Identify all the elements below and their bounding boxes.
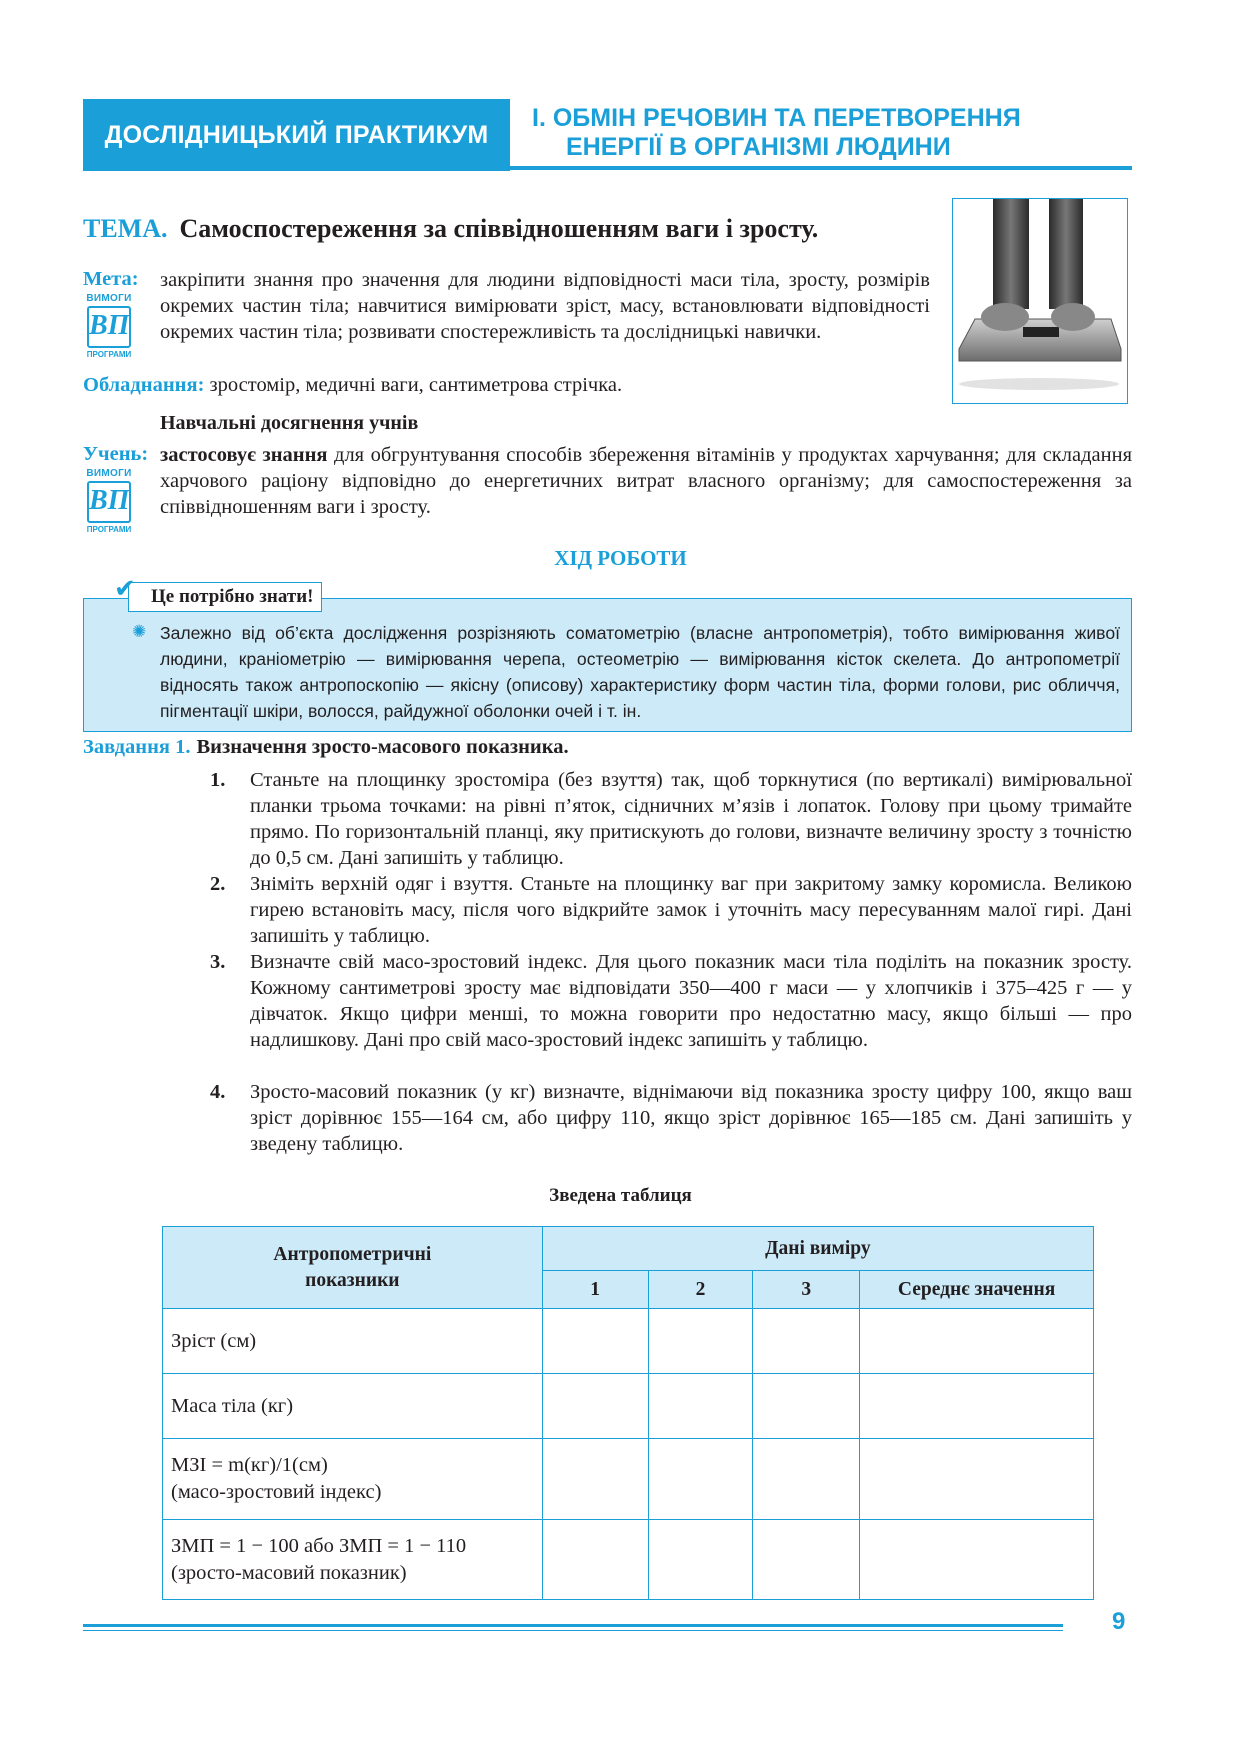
achievements-title: Навчальні досягнення учнів: [160, 412, 419, 434]
topic-label: ТЕМА.: [83, 214, 168, 243]
student-bold: застосовує знання: [160, 444, 328, 466]
section-label: ДОСЛІДНИЦЬКИЙ ПРАКТИКУМ: [83, 99, 510, 171]
feet-on-scale-illustration: [953, 199, 1126, 402]
table-row: [163, 1374, 1094, 1439]
equipment-label: Обладнання:: [83, 374, 205, 396]
scale-photo: [952, 198, 1128, 404]
col-header-2: 2: [648, 1271, 753, 1309]
step-number: 3.: [210, 951, 226, 973]
badge-bottom: ПРОГРАМИ: [86, 525, 132, 534]
badge-bottom: ПРОГРАМИ: [86, 350, 132, 359]
step-number: 1.: [210, 769, 226, 791]
step-text: Зросто-масовий показник (у кг) визначте, віднімаючи від показника зросту цифру 100, якщо ваш зріст дорівнює 155—164 см, або цифру 110, якщо зріст дорівнює 165—185 см. Дані запишіть у зведену таблицю.: [250, 1081, 1132, 1155]
goal-label: Мета:: [83, 268, 139, 290]
step-number: 2.: [210, 873, 226, 895]
flower-bullet-icon: ✺: [132, 622, 147, 642]
footer-rule: [83, 1624, 1063, 1627]
table-cell[interactable]: [542, 1374, 648, 1439]
col-header-indicators: [163, 1227, 543, 1309]
topic: [83, 214, 818, 244]
table-cell[interactable]: [860, 1520, 1094, 1600]
step-text: Станьте на площинку зростоміра (без взуття) так, щоб торкнутися (по вертикалі) вимірювальної планки трьома точками: на рівні п’яток, сідничних м’язів і лопаток. Голову при цьому тримайте прямо. По горизонтальній планці, яку притискують до голови, визначте величину зросту з точністю до 0,5 см. Дані запишіть у таблицю.: [250, 769, 1132, 869]
row-label: [163, 1374, 543, 1439]
program-requirements-badge: [80, 293, 138, 359]
goal-text: закріпити знання про значення для людини відповідності маси тіла, зросту, розмірів окремих частин тіла; навчитися вимірювати зріст, масу, встановлювати відповідності окремих частин тіла; розвивати спостережливість та дослідницькі навички.: [160, 269, 930, 343]
student-text: [160, 442, 1132, 520]
topic-text: Самоспостереження за співвідношенням ваги і зросту.: [179, 214, 819, 243]
table-cell[interactable]: [648, 1439, 753, 1520]
header-rule: [510, 166, 1132, 170]
row-label: [163, 1439, 543, 1520]
step-number: 4.: [210, 1081, 226, 1103]
badge-top: ВИМОГИ: [86, 468, 132, 479]
step-1: [210, 767, 1132, 871]
chapter-title: [532, 104, 1132, 162]
row-label-line1: Зріст (см): [171, 1329, 257, 1352]
row-label-line1: ЗМП = 1 − 100 або ЗМП = 1 − 110: [171, 1534, 467, 1557]
row-label-line1: МЗІ = m(кг)/1(см): [171, 1454, 328, 1476]
table-row: [163, 1439, 1094, 1520]
step-2: [210, 871, 1132, 949]
table-cell[interactable]: [753, 1520, 860, 1600]
table-cell[interactable]: [648, 1374, 753, 1439]
row-label: [163, 1520, 543, 1600]
info-box-title: Це потрібно знати!: [128, 582, 322, 612]
student-label: Учень:: [83, 443, 149, 465]
table-cell[interactable]: [753, 1439, 860, 1520]
step-text: Зніміть верхній одяг і взуття. Станьте на площинку ваг при закритому замку коромисла. Великою гирею встановіть масу, після чого відкрийте замок і уточніть масу пересуванням малої гирі. Дані запишіть у таблицю.: [250, 873, 1132, 947]
chapter-title-line2: ЕНЕРГІЇ В ОРГАНІЗМІ ЛЮДИНИ: [566, 133, 951, 161]
task-1-label: Завдання 1.: [83, 736, 191, 758]
row-label: [163, 1309, 543, 1374]
table-title: Зведена таблиця: [549, 1185, 692, 1206]
col-header-indicators-text: Антропометричні показники: [273, 1243, 432, 1291]
step-4: [210, 1079, 1132, 1157]
col-header-1: 1: [542, 1271, 648, 1309]
row-label-line2: (масо-зростовий індекс): [171, 1481, 382, 1503]
table-cell[interactable]: [648, 1520, 753, 1600]
row-label-line2: (зросто-масовий показник): [171, 1561, 407, 1584]
page-number: 9: [1112, 1608, 1126, 1635]
table-cell[interactable]: [753, 1309, 860, 1374]
work-title: ХІД РОБОТИ: [554, 546, 687, 570]
table-row: [163, 1309, 1094, 1374]
col-header-measurements: Дані виміру: [542, 1227, 1093, 1271]
table-cell[interactable]: [542, 1520, 648, 1600]
badge-mark: ВП: [87, 481, 131, 523]
badge-top: ВИМОГИ: [86, 293, 132, 304]
table-cell[interactable]: [860, 1374, 1094, 1439]
table-cell[interactable]: [542, 1309, 648, 1374]
table-row: [163, 1520, 1094, 1600]
task-1-heading: [83, 736, 569, 759]
summary-table: [162, 1226, 1094, 1600]
row-label-line1: Маса тіла (кг): [171, 1394, 294, 1417]
table-cell[interactable]: [860, 1309, 1094, 1374]
table-cell[interactable]: [860, 1439, 1094, 1520]
col-header-3: 3: [753, 1271, 860, 1309]
task-1-title: Визначення зросто-масового показника.: [196, 736, 569, 758]
badge-mark: ВП: [87, 306, 131, 348]
info-box-text: Залежно від об’єкта дослідження розрізняють соматометрію (власне антропометрія), тобто вимірювання живої людини, краніометрію — вимірювання черепа, остеометрію — вимірювання кісток скелета. До антропометрії відносять також антропоскопію — якісну (описову) характеристику форм частин тіла, форми голови, рис обличчя, пігментації шкіри, волосся, райдужної оболонки очей і т. ін.: [160, 623, 1120, 721]
table-cell[interactable]: [753, 1374, 860, 1439]
checkmark-icon: ✔: [114, 574, 136, 604]
table-cell[interactable]: [648, 1309, 753, 1374]
program-requirements-badge: [80, 468, 138, 534]
step-text: Визначте свій масо-зростовий індекс. Для цього показник маси тіла поділіть на показник зросту. Кожному сантиметрові зросту має відповідати 350—400 г маси — у хлопчиків і 375–425 г — у дівчаток. Якщо цифри менші, то можна говорити про недостатню масу, якщо більші — про надлишкову. Дані про свій масо-зростовий індекс запишіть у таблицю.: [250, 951, 1132, 1051]
step-3: [210, 949, 1132, 1053]
equipment: [83, 374, 622, 397]
table-cell[interactable]: [542, 1439, 648, 1520]
footer-rule-thin: [83, 1630, 1063, 1631]
col-header-average: Середнє значення: [860, 1271, 1094, 1309]
student-rest: для обгрунтування способів збереження вітамінів у продуктах харчування; для складання харчового раціону відповідно до енергетичних витрат власного організму; для самоспостереження за співвідношенням ваги і зросту.: [160, 444, 1133, 518]
equipment-text: зростомір, медичні ваги, сантиметрова стрічка.: [209, 374, 623, 396]
chapter-title-line1: І. ОБМІН РЕЧОВИН ТА ПЕРЕТВОРЕННЯ: [532, 104, 1021, 132]
